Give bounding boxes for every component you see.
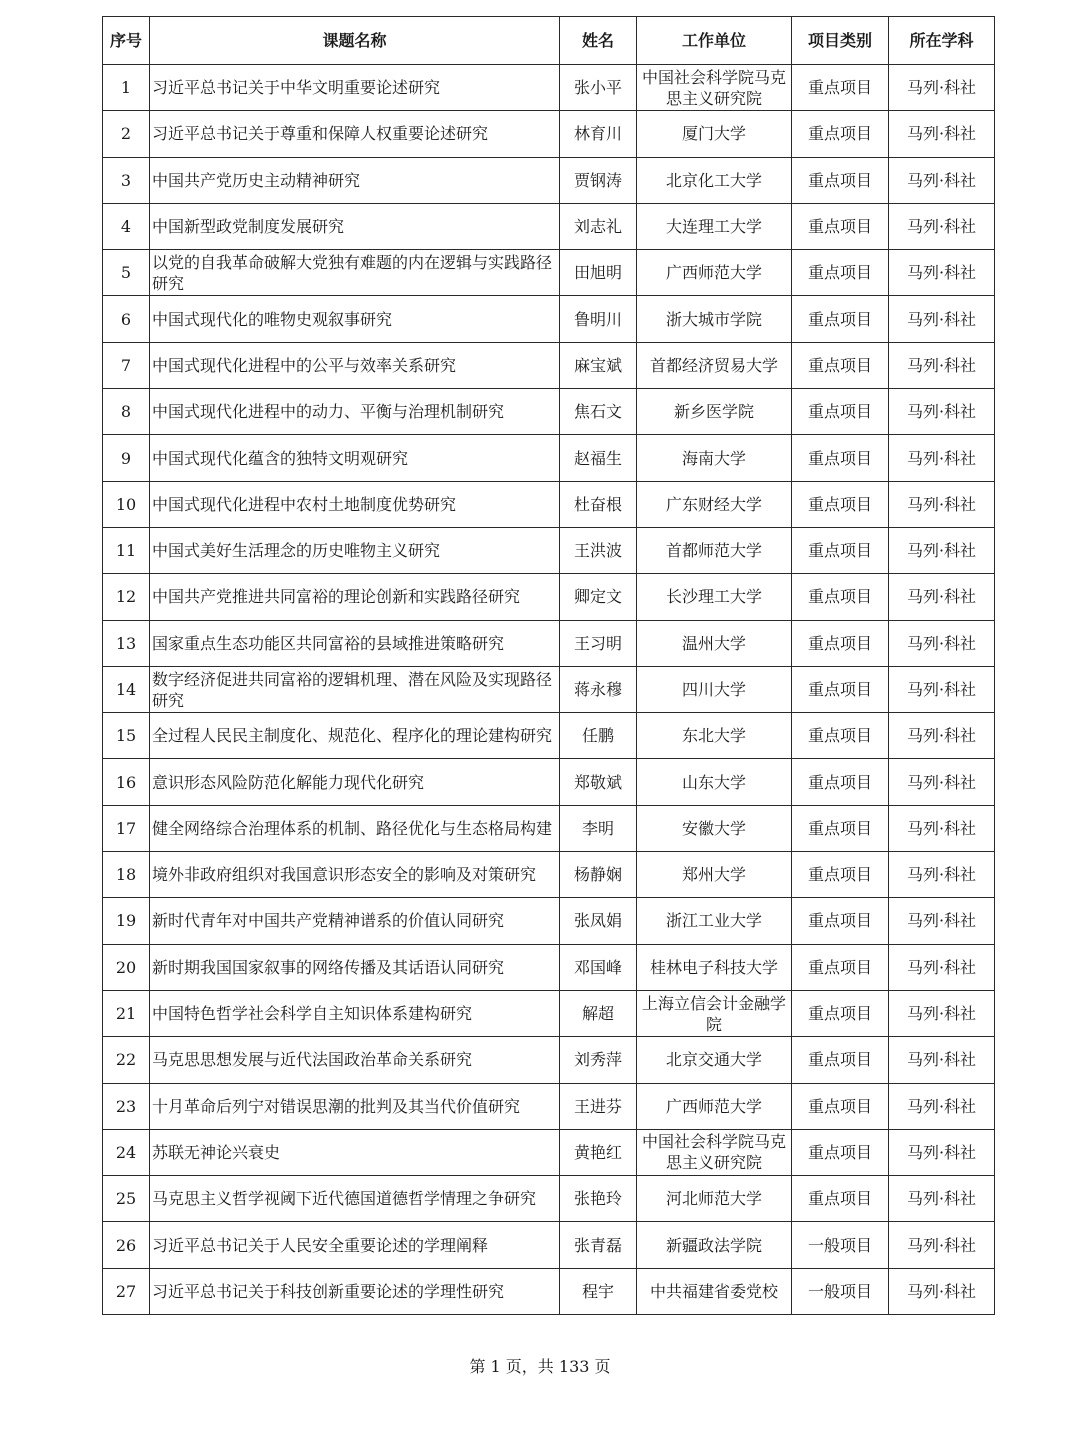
- cell-unit: 安徽大学: [637, 805, 792, 851]
- header-title: 课题名称: [150, 17, 560, 65]
- cell-title: 境外非政府组织对我国意识形态安全的影响及对策研究: [150, 852, 560, 898]
- cell-name: 王进芬: [560, 1083, 637, 1129]
- cell-no: 2: [103, 111, 150, 157]
- cell-title: 马克思主义哲学视阈下近代德国道德哲学情理之争研究: [150, 1176, 560, 1222]
- cell-unit: 河北师范大学: [637, 1176, 792, 1222]
- cell-no: 26: [103, 1222, 150, 1268]
- cell-no: 3: [103, 157, 150, 203]
- cell-name: 杨静娴: [560, 852, 637, 898]
- cell-title: 习近平总书记关于中华文明重要论述研究: [150, 65, 560, 111]
- cell-no: 19: [103, 898, 150, 944]
- cell-type: 重点项目: [792, 1037, 889, 1083]
- cell-unit: 郑州大学: [637, 852, 792, 898]
- header-no: 序号: [103, 17, 150, 65]
- cell-subject: 马列·科社: [889, 666, 995, 712]
- cell-subject: 马列·科社: [889, 389, 995, 435]
- table-row: [103, 898, 995, 944]
- cell-title: 数字经济促进共同富裕的逻辑机理、潜在风险及实现路径研究: [150, 666, 560, 712]
- cell-type: 重点项目: [792, 713, 889, 759]
- cell-no: 12: [103, 574, 150, 620]
- cell-title: 新时期我国国家叙事的网络传播及其话语认同研究: [150, 944, 560, 990]
- cell-type: 重点项目: [792, 250, 889, 296]
- table-row: [103, 1222, 995, 1268]
- cell-type: 重点项目: [792, 666, 889, 712]
- cell-unit: 中共福建省委党校: [637, 1268, 792, 1314]
- cell-type: 一般项目: [792, 1268, 889, 1314]
- cell-title: 意识形态风险防范化解能力现代化研究: [150, 759, 560, 805]
- table-row: [103, 713, 995, 759]
- cell-unit: 温州大学: [637, 620, 792, 666]
- table-row: [103, 620, 995, 666]
- cell-type: 重点项目: [792, 944, 889, 990]
- table-row: [103, 1129, 995, 1175]
- cell-type: 重点项目: [792, 157, 889, 203]
- project-list-table: [102, 16, 995, 1315]
- cell-title: 国家重点生态功能区共同富裕的县域推进策略研究: [150, 620, 560, 666]
- cell-unit: 广东财经大学: [637, 481, 792, 527]
- cell-unit: 上海立信会计金融学院: [637, 990, 792, 1036]
- cell-unit: 新乡医学院: [637, 389, 792, 435]
- cell-subject: 马列·科社: [889, 713, 995, 759]
- cell-subject: 马列·科社: [889, 1176, 995, 1222]
- table-row: [103, 1083, 995, 1129]
- cell-title: 中国共产党历史主动精神研究: [150, 157, 560, 203]
- cell-type: 重点项目: [792, 1129, 889, 1175]
- table-row: [103, 805, 995, 851]
- cell-unit: 长沙理工大学: [637, 574, 792, 620]
- cell-type: 重点项目: [792, 527, 889, 573]
- cell-no: 17: [103, 805, 150, 851]
- cell-no: 16: [103, 759, 150, 805]
- cell-no: 24: [103, 1129, 150, 1175]
- cell-type: 重点项目: [792, 574, 889, 620]
- cell-no: 1: [103, 65, 150, 111]
- cell-name: 李明: [560, 805, 637, 851]
- cell-type: 重点项目: [792, 481, 889, 527]
- cell-unit: 海南大学: [637, 435, 792, 481]
- cell-no: 27: [103, 1268, 150, 1314]
- cell-type: 重点项目: [792, 389, 889, 435]
- cell-no: 5: [103, 250, 150, 296]
- cell-name: 刘秀萍: [560, 1037, 637, 1083]
- cell-subject: 马列·科社: [889, 527, 995, 573]
- cell-title: 中国式现代化进程中农村土地制度优势研究: [150, 481, 560, 527]
- cell-no: 14: [103, 666, 150, 712]
- cell-subject: 马列·科社: [889, 435, 995, 481]
- cell-subject: 马列·科社: [889, 805, 995, 851]
- cell-unit: 大连理工大学: [637, 203, 792, 249]
- cell-unit: 中国社会科学院马克思主义研究院: [637, 65, 792, 111]
- cell-title: 中国式美好生活理念的历史唯物主义研究: [150, 527, 560, 573]
- cell-no: 13: [103, 620, 150, 666]
- cell-subject: 马列·科社: [889, 759, 995, 805]
- cell-title: 马克思思想发展与近代法国政治革命关系研究: [150, 1037, 560, 1083]
- cell-name: 贾钢涛: [560, 157, 637, 203]
- cell-type: 重点项目: [792, 435, 889, 481]
- cell-type: 重点项目: [792, 759, 889, 805]
- cell-title: 新时代青年对中国共产党精神谱系的价值认同研究: [150, 898, 560, 944]
- cell-no: 10: [103, 481, 150, 527]
- cell-subject: 马列·科社: [889, 157, 995, 203]
- page-footer: 第 1 页，共 133 页: [469, 1357, 611, 1376]
- cell-unit: 北京化工大学: [637, 157, 792, 203]
- cell-subject: 马列·科社: [889, 481, 995, 527]
- cell-subject: 马列·科社: [889, 203, 995, 249]
- cell-subject: 马列·科社: [889, 620, 995, 666]
- cell-name: 张凤娟: [560, 898, 637, 944]
- cell-no: 23: [103, 1083, 150, 1129]
- table-body: [103, 65, 995, 1315]
- table-row: [103, 389, 995, 435]
- table-row: [103, 481, 995, 527]
- table-row: [103, 111, 995, 157]
- cell-unit: 北京交通大学: [637, 1037, 792, 1083]
- cell-subject: 马列·科社: [889, 1268, 995, 1314]
- cell-no: 7: [103, 342, 150, 388]
- table-row: [103, 759, 995, 805]
- header-type: 项目类别: [792, 17, 889, 65]
- table-row: [103, 157, 995, 203]
- cell-subject: 马列·科社: [889, 1083, 995, 1129]
- cell-title: 中国共产党推进共同富裕的理论创新和实践路径研究: [150, 574, 560, 620]
- cell-type: 重点项目: [792, 111, 889, 157]
- cell-name: 蒋永穆: [560, 666, 637, 712]
- table-row: [103, 342, 995, 388]
- table-row: [103, 296, 995, 342]
- cell-type: 重点项目: [792, 805, 889, 851]
- cell-name: 程宇: [560, 1268, 637, 1314]
- cell-subject: 马列·科社: [889, 65, 995, 111]
- cell-unit: 桂林电子科技大学: [637, 944, 792, 990]
- cell-type: 重点项目: [792, 1083, 889, 1129]
- header-name: 姓名: [560, 17, 637, 65]
- cell-subject: 马列·科社: [889, 342, 995, 388]
- table-row: [103, 65, 995, 111]
- cell-no: 6: [103, 296, 150, 342]
- cell-title: 中国新型政党制度发展研究: [150, 203, 560, 249]
- table-row: [103, 250, 995, 296]
- cell-title: 健全网络综合治理体系的机制、路径优化与生态格局构建: [150, 805, 560, 851]
- cell-subject: 马列·科社: [889, 111, 995, 157]
- cell-unit: 中国社会科学院马克思主义研究院: [637, 1129, 792, 1175]
- cell-subject: 马列·科社: [889, 944, 995, 990]
- cell-name: 焦石文: [560, 389, 637, 435]
- cell-subject: 马列·科社: [889, 898, 995, 944]
- cell-type: 重点项目: [792, 898, 889, 944]
- cell-type: 重点项目: [792, 990, 889, 1036]
- cell-unit: 厦门大学: [637, 111, 792, 157]
- cell-unit: 广西师范大学: [637, 250, 792, 296]
- cell-type: 重点项目: [792, 342, 889, 388]
- cell-subject: 马列·科社: [889, 296, 995, 342]
- cell-no: 22: [103, 1037, 150, 1083]
- cell-name: 任鹏: [560, 713, 637, 759]
- cell-no: 15: [103, 713, 150, 759]
- cell-type: 重点项目: [792, 1176, 889, 1222]
- cell-title: 习近平总书记关于科技创新重要论述的学理性研究: [150, 1268, 560, 1314]
- table-row: [103, 203, 995, 249]
- table-row: [103, 574, 995, 620]
- cell-subject: 马列·科社: [889, 1037, 995, 1083]
- cell-unit: 东北大学: [637, 713, 792, 759]
- cell-title: 以党的自我革命破解大党独有难题的内在逻辑与实践路径研究: [150, 250, 560, 296]
- cell-name: 郑敬斌: [560, 759, 637, 805]
- cell-type: 重点项目: [792, 203, 889, 249]
- cell-no: 4: [103, 203, 150, 249]
- cell-subject: 马列·科社: [889, 574, 995, 620]
- header-unit: 工作单位: [637, 17, 792, 65]
- cell-unit: 浙大城市学院: [637, 296, 792, 342]
- cell-subject: 马列·科社: [889, 852, 995, 898]
- cell-subject: 马列·科社: [889, 250, 995, 296]
- cell-unit: 山东大学: [637, 759, 792, 805]
- cell-unit: 首都师范大学: [637, 527, 792, 573]
- cell-title: 习近平总书记关于人民安全重要论述的学理阐释: [150, 1222, 560, 1268]
- cell-name: 张艳玲: [560, 1176, 637, 1222]
- cell-no: 11: [103, 527, 150, 573]
- cell-name: 黄艳红: [560, 1129, 637, 1175]
- cell-name: 解超: [560, 990, 637, 1036]
- cell-unit: 广西师范大学: [637, 1083, 792, 1129]
- cell-type: 一般项目: [792, 1222, 889, 1268]
- cell-title: 中国式现代化的唯物史观叙事研究: [150, 296, 560, 342]
- table-row: [103, 666, 995, 712]
- table-header-row: [103, 17, 995, 65]
- cell-title: 习近平总书记关于尊重和保障人权重要论述研究: [150, 111, 560, 157]
- cell-title: 中国式现代化进程中的动力、平衡与治理机制研究: [150, 389, 560, 435]
- table-row: [103, 1037, 995, 1083]
- cell-unit: 首都经济贸易大学: [637, 342, 792, 388]
- cell-name: 杜奋根: [560, 481, 637, 527]
- cell-title: 十月革命后列宁对错误思潮的批判及其当代价值研究: [150, 1083, 560, 1129]
- cell-name: 张青磊: [560, 1222, 637, 1268]
- cell-type: 重点项目: [792, 620, 889, 666]
- cell-subject: 马列·科社: [889, 1129, 995, 1175]
- table-row: [103, 944, 995, 990]
- cell-unit: 浙江工业大学: [637, 898, 792, 944]
- cell-name: 王习明: [560, 620, 637, 666]
- cell-name: 林育川: [560, 111, 637, 157]
- cell-name: 王洪波: [560, 527, 637, 573]
- cell-name: 麻宝斌: [560, 342, 637, 388]
- cell-title: 苏联无神论兴衰史: [150, 1129, 560, 1175]
- cell-no: 18: [103, 852, 150, 898]
- cell-subject: 马列·科社: [889, 1222, 995, 1268]
- header-subject: 所在学科: [889, 17, 995, 65]
- cell-subject: 马列·科社: [889, 990, 995, 1036]
- cell-title: 中国式现代化蕴含的独特文明观研究: [150, 435, 560, 481]
- cell-no: 21: [103, 990, 150, 1036]
- table-row: [103, 1268, 995, 1314]
- table-row: [103, 1176, 995, 1222]
- cell-title: 全过程人民民主制度化、规范化、程序化的理论建构研究: [150, 713, 560, 759]
- cell-no: 9: [103, 435, 150, 481]
- cell-no: 25: [103, 1176, 150, 1222]
- table-row: [103, 527, 995, 573]
- cell-no: 20: [103, 944, 150, 990]
- cell-type: 重点项目: [792, 65, 889, 111]
- cell-name: 鲁明川: [560, 296, 637, 342]
- cell-type: 重点项目: [792, 296, 889, 342]
- cell-name: 邓国峰: [560, 944, 637, 990]
- cell-title: 中国式现代化进程中的公平与效率关系研究: [150, 342, 560, 388]
- table-row: [103, 990, 995, 1036]
- cell-no: 8: [103, 389, 150, 435]
- cell-type: 重点项目: [792, 852, 889, 898]
- cell-unit: 新疆政法学院: [637, 1222, 792, 1268]
- cell-name: 赵福生: [560, 435, 637, 481]
- cell-name: 田旭明: [560, 250, 637, 296]
- cell-name: 张小平: [560, 65, 637, 111]
- table-row: [103, 852, 995, 898]
- cell-name: 刘志礼: [560, 203, 637, 249]
- cell-unit: 四川大学: [637, 666, 792, 712]
- cell-title: 中国特色哲学社会科学自主知识体系建构研究: [150, 990, 560, 1036]
- table-row: [103, 435, 995, 481]
- cell-name: 卿定文: [560, 574, 637, 620]
